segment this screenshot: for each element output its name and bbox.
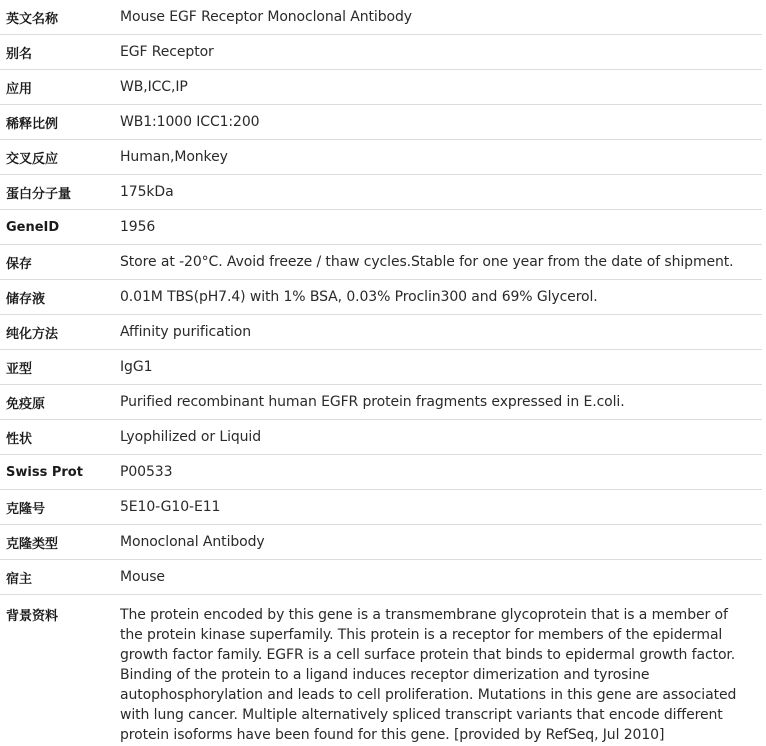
spec-value: Affinity purification: [120, 324, 252, 340]
spec-row: [0, 315, 762, 350]
spec-label: 别名: [6, 46, 33, 62]
spec-label: 应用: [6, 81, 33, 97]
spec-label: 纯化方法: [6, 326, 59, 342]
spec-value: P00533: [120, 464, 173, 480]
spec-row: [0, 385, 762, 420]
spec-label: 免疫原: [6, 396, 46, 412]
spec-value: Mouse: [120, 569, 165, 585]
spec-value: Store at -20°C. Avoid freeze / thaw cycles.Stable for one year from the date of shipment.: [120, 254, 734, 270]
spec-row: [0, 280, 762, 315]
spec-label: 储存液: [6, 291, 46, 307]
spec-row: [0, 35, 762, 70]
spec-label: 保存: [6, 256, 33, 272]
spec-label: 英文名称: [6, 11, 59, 27]
spec-value: 5E10-G10-E11: [120, 499, 221, 515]
spec-row: [0, 420, 762, 455]
spec-label: 克隆号: [6, 501, 46, 517]
spec-row: [0, 0, 762, 35]
spec-label: 宿主: [6, 571, 33, 587]
spec-row: [0, 245, 762, 280]
background-text: The protein encoded by this gene is a transmembrane glycoprotein that is a member of the protein kinase superfamily. This protein is a receptor for members of the epidermal growth factor family. EGFR is a cell surface protein that binds to epidermal growth factor. Binding of the protein to a ligand induces receptor dimerization and tyrosine autophosphorylation and leads to cell proliferation. Mutations in this gene are associated with lung cancer. Multiple alternatively spliced transcript variants that encode different protein isoforms have been found for this gene. [provided by RefSeq, Jul 2010]: [120, 607, 737, 743]
spec-value: Monoclonal Antibody: [120, 534, 265, 550]
spec-row: [0, 490, 762, 525]
spec-label: 交叉反应: [6, 151, 59, 167]
spec-label: GeneID: [6, 219, 60, 235]
background-label: 背景资料: [6, 609, 59, 624]
spec-value: Human,Monkey: [120, 149, 228, 165]
spec-value: 175kDa: [120, 184, 174, 200]
spec-row: [0, 105, 762, 140]
spec-row: [0, 175, 762, 210]
spec-label: 性状: [6, 431, 33, 447]
spec-value: WB,ICC,IP: [120, 79, 188, 95]
spec-row: [0, 140, 762, 175]
spec-row: [0, 455, 762, 490]
spec-value: IgG1: [120, 359, 153, 375]
spec-value: Purified recombinant human EGFR protein fragments expressed in E.coli.: [120, 394, 625, 410]
spec-value: Lyophilized or Liquid: [120, 429, 261, 445]
spec-label: 亚型: [6, 361, 33, 377]
background-row: [0, 595, 762, 746]
spec-label: 稀释比例: [6, 116, 59, 132]
spec-value: 0.01M TBS(pH7.4) with 1% BSA, 0.03% Proclin300 and 69% Glycerol.: [120, 289, 598, 305]
spec-value: EGF Receptor: [120, 44, 214, 60]
spec-label: 克隆类型: [6, 536, 59, 552]
spec-value: 1956: [120, 219, 156, 235]
spec-label: 蛋白分子量: [6, 186, 72, 202]
spec-row: [0, 560, 762, 595]
spec-row: [0, 210, 762, 245]
spec-row: [0, 70, 762, 105]
spec-value: WB1:1000 ICC1:200: [120, 114, 260, 130]
spec-row: [0, 350, 762, 385]
spec-value: Mouse EGF Receptor Monoclonal Antibody: [120, 9, 412, 25]
spec-label: Swiss Prot: [6, 464, 83, 480]
spec-row: [0, 525, 762, 560]
